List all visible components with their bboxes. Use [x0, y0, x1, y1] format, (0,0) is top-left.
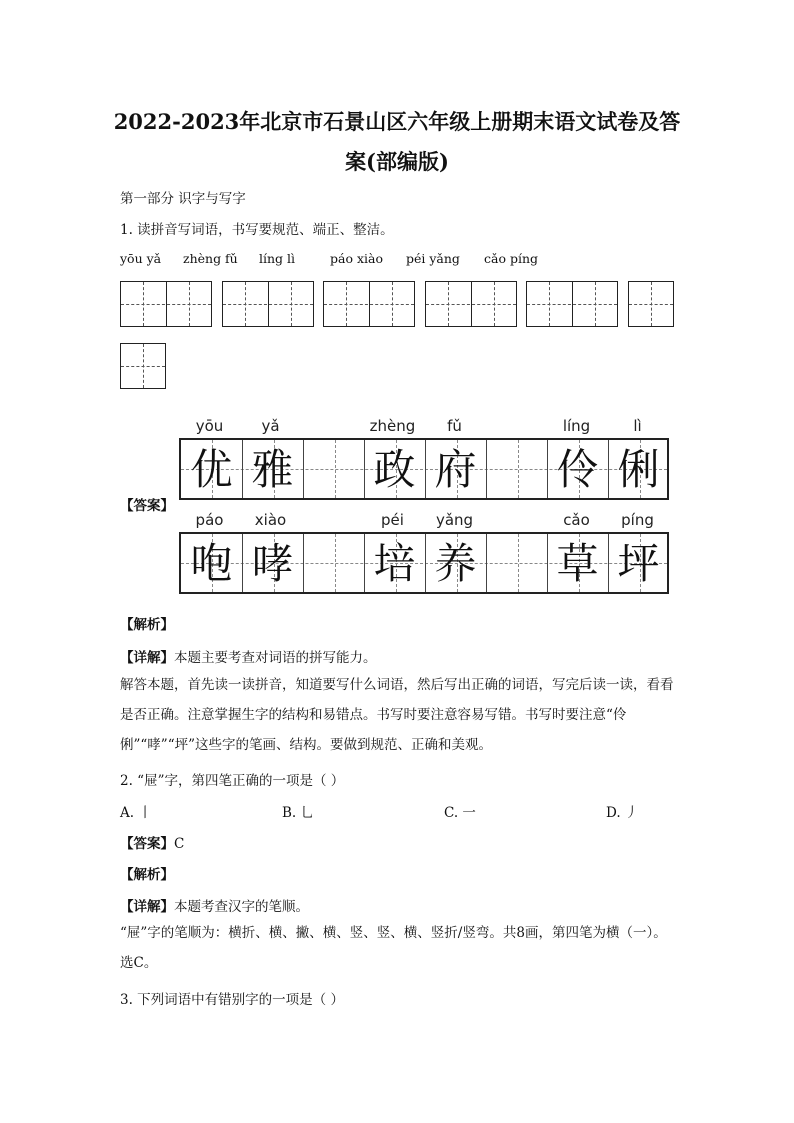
section-heading: 第一部分 识字与写字: [120, 191, 246, 207]
detail-label: 【详解】: [120, 899, 174, 915]
answer-pinyin: cǎo: [563, 511, 590, 529]
page-title-line2: 案(部编版): [345, 149, 449, 174]
writing-box-6b: [120, 343, 166, 389]
answer-char: 俐: [617, 445, 660, 494]
answer-char: 政: [373, 445, 416, 494]
answer-char: 优: [190, 445, 233, 494]
answer-pinyin: lì: [633, 417, 642, 435]
answer-pinyin: yǎ: [261, 417, 280, 435]
answer-pinyin: píng: [621, 511, 654, 529]
answer-pinyin: zhèng: [369, 417, 416, 435]
option-a: A. 丨: [120, 805, 152, 821]
answer-char: 哮: [251, 539, 294, 588]
answer-char: 伶: [556, 445, 599, 494]
answer-pinyin: páo: [195, 511, 224, 529]
detail-q2: [120, 895, 309, 915]
answer-grid-row-2: [179, 532, 669, 594]
writing-box-4: [425, 281, 517, 327]
answer-char: 府: [434, 445, 477, 494]
analysis-label-q2: 【解析】: [120, 867, 174, 883]
answer-q2: [120, 832, 184, 852]
answer-char: 草: [556, 539, 599, 588]
detail-label: 【详解】: [120, 650, 174, 666]
answer-char: 培: [373, 539, 416, 588]
answer-pinyin: xiào: [254, 511, 287, 529]
page-title-line1: 2022-2023年北京市石景山区六年级上册期末语文试卷及答: [113, 109, 681, 134]
answer-pinyin: líng: [562, 417, 591, 435]
writing-box-6a: [628, 281, 674, 327]
pinyin-4: páo xiào: [330, 251, 383, 266]
pinyin-2: zhèng fǔ: [183, 251, 238, 266]
writing-box-5: [526, 281, 618, 327]
answer-grid-row-1: [179, 438, 669, 500]
writing-box-1: [120, 281, 212, 327]
answer-label-q1: 【答案】: [120, 498, 174, 514]
explanation-q2: “屉”字的笔顺为：横折、横、撇、横、竖、竖、横、竖折/竖弯。共8画，第四笔为横（一）。选C。: [120, 925, 667, 971]
answer-pinyin: péi: [381, 511, 404, 529]
answer-pinyin: fǔ: [447, 417, 462, 435]
pinyin-6: cǎo píng: [484, 251, 539, 266]
option-c: C. 一: [444, 805, 476, 821]
option-d: D. 丿: [606, 805, 639, 821]
explanation-q1: 解答本题，首先读一读拼音，知道要写什么词语，然后写出正确的词语，写完后读一读，看看是否正确。注意掌握生字的结构和易错点。书写时要注意容易写错。书写时要注意“伶俐”“哮”“坪”这些字的笔画、结构。要做到规范、正确和美观。: [120, 677, 674, 753]
answer-char: 坪: [617, 539, 660, 588]
option-b: B. 乚: [282, 805, 315, 821]
answer-pinyin: yōu: [195, 417, 224, 435]
answer-pinyin: yǎng: [435, 511, 474, 529]
writing-box-2: [222, 281, 314, 327]
pinyin-1: yōu yǎ: [120, 251, 162, 266]
writing-box-3: [323, 281, 415, 327]
answer-value: C: [174, 836, 185, 852]
answer-label: 【答案】: [120, 836, 174, 852]
pinyin-5: péi yǎng: [406, 251, 460, 266]
question-3-text: 3. 下列词语中有错别字的一项是（ ）: [120, 992, 344, 1008]
question-1-text: 1. 读拼音写词语，书写要规范、端正、整洁。: [120, 222, 394, 238]
detail-q1: [120, 646, 377, 666]
answer-char: 雅: [251, 445, 294, 494]
pinyin-3: líng lì: [259, 251, 296, 266]
answer-char: 养: [434, 539, 477, 588]
answer-char: 咆: [190, 539, 233, 588]
detail-text: 本题主要考查对词语的拼写能力。: [174, 650, 377, 666]
detail-text: 本题考查汉字的笔顺。: [174, 899, 309, 915]
question-2-text: 2. “屉”字，第四笔正确的一项是（ ）: [120, 773, 345, 789]
analysis-label-q1: 【解析】: [120, 617, 174, 633]
